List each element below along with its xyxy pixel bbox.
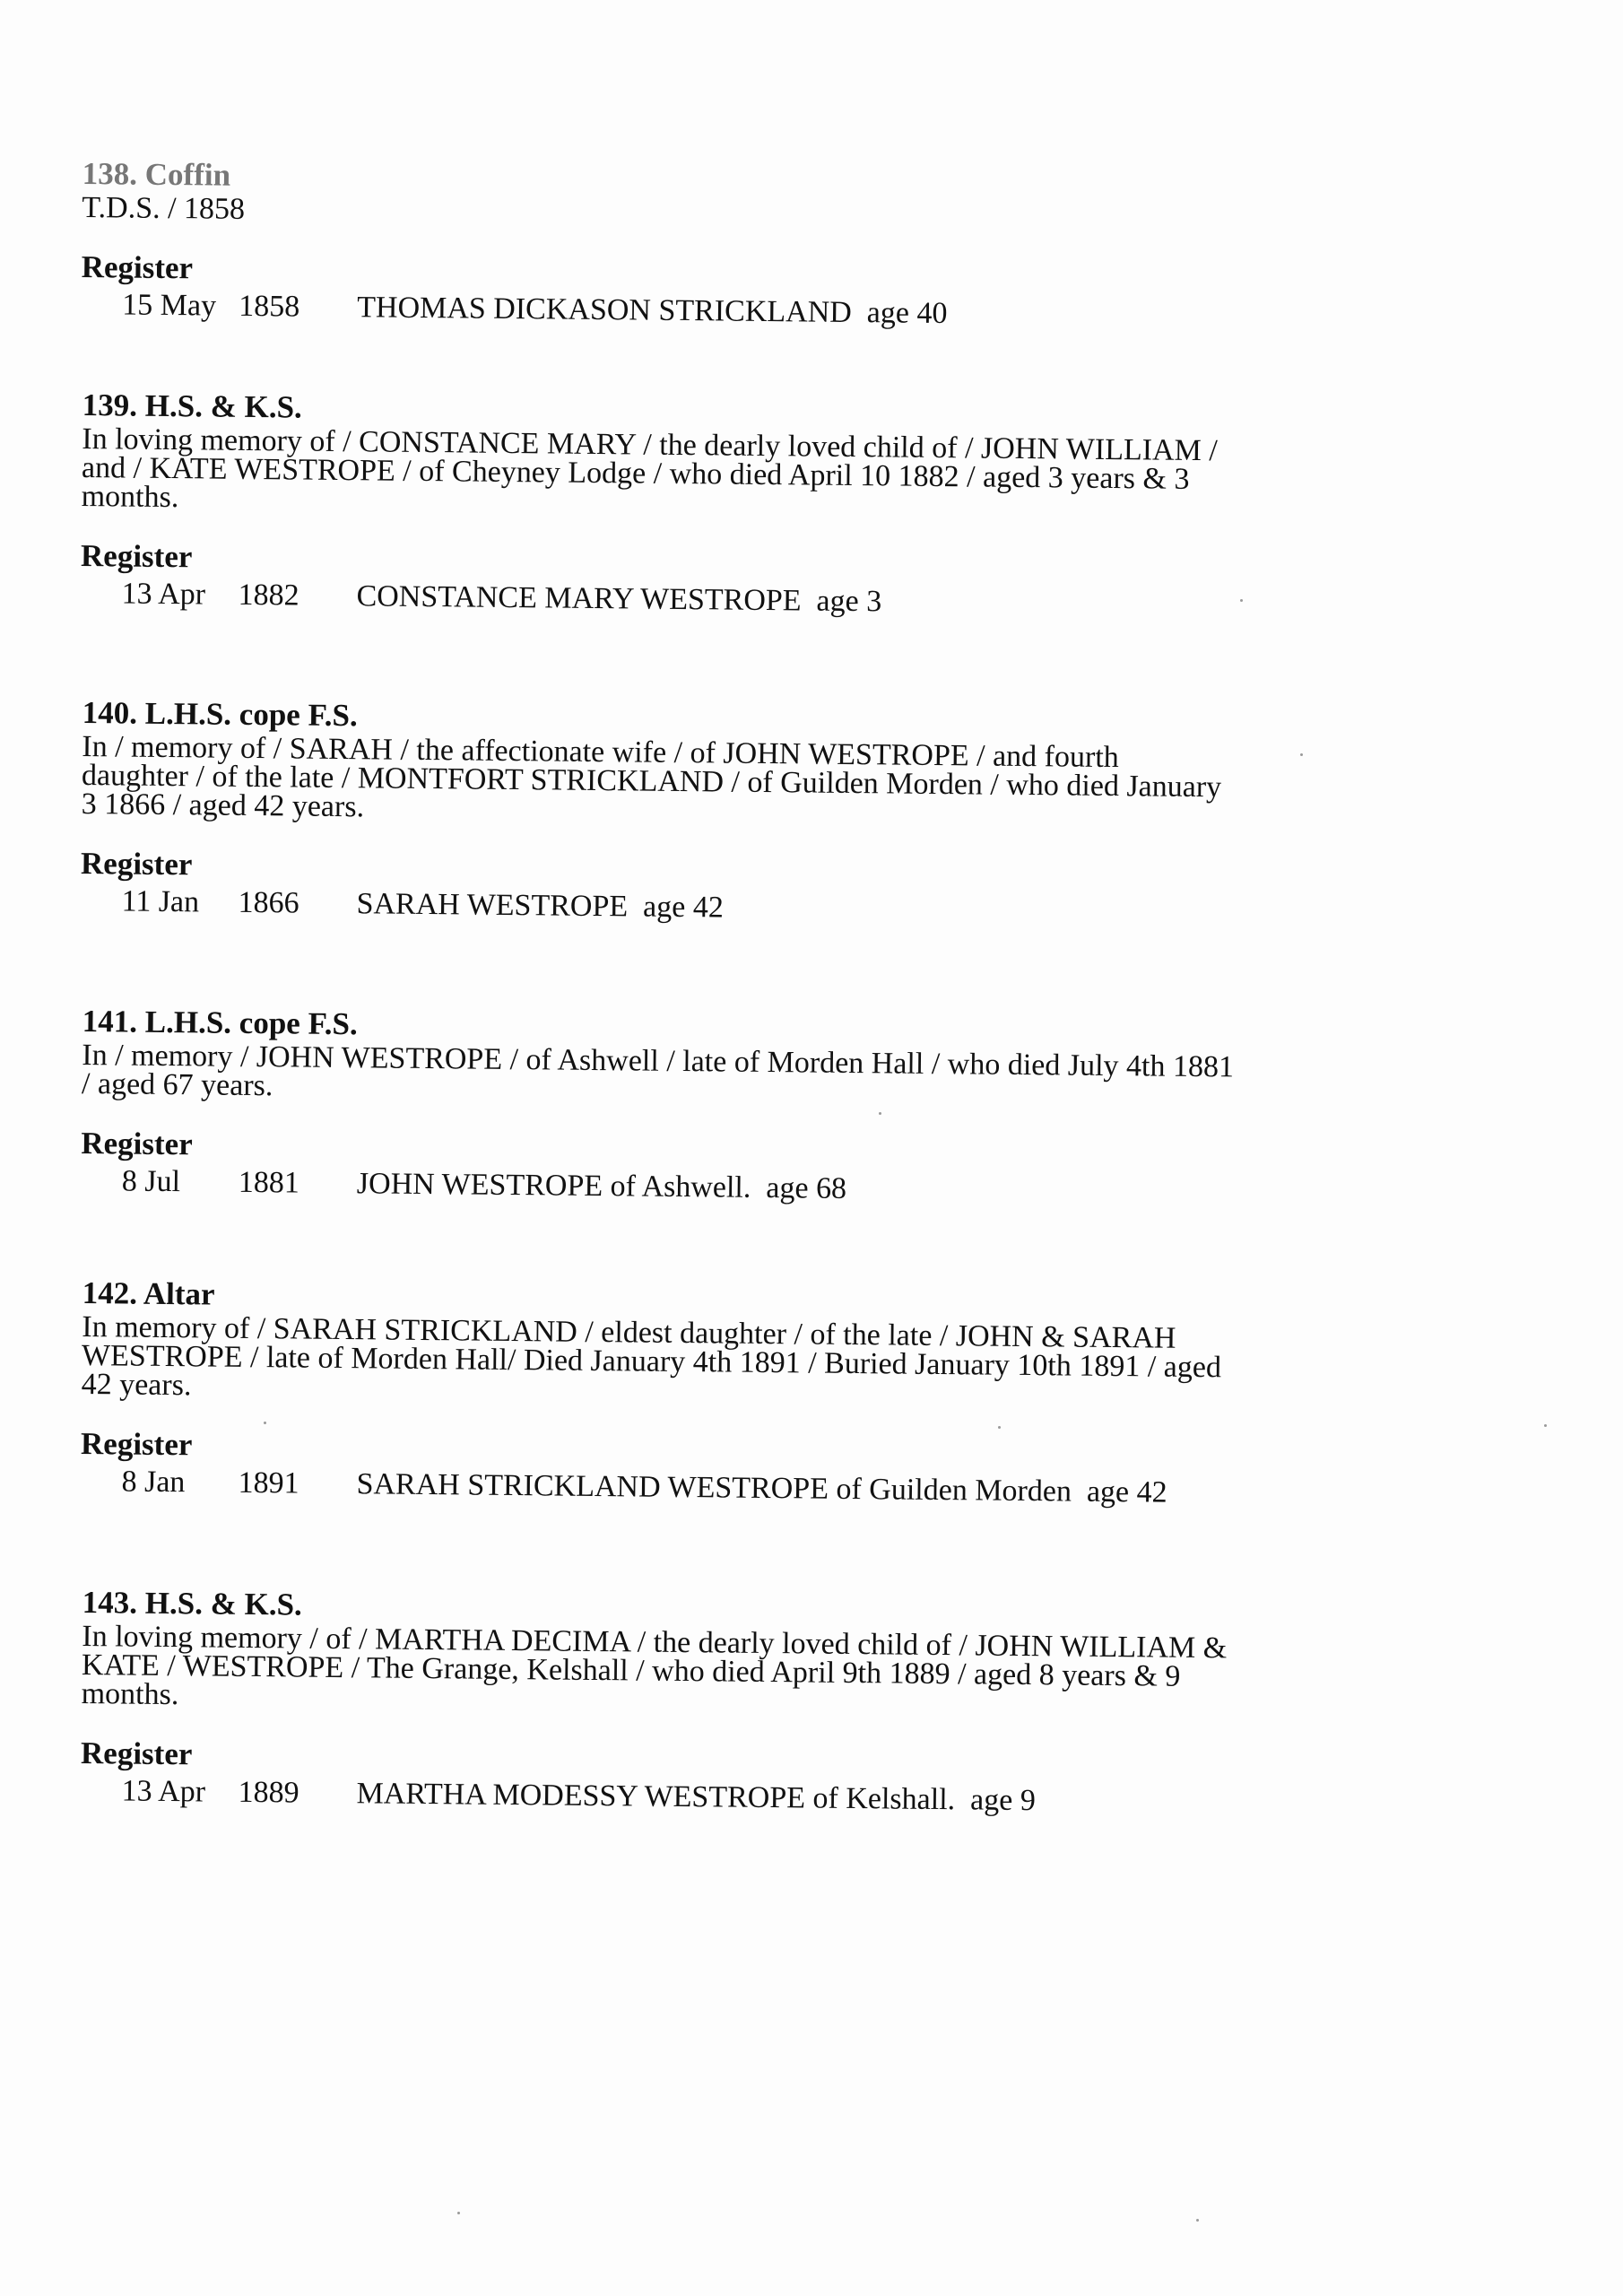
register-year: 1881	[238, 1165, 300, 1200]
scan-speck	[879, 1112, 881, 1115]
entry-heading: 139. H.S. & K.S.	[82, 387, 303, 425]
register-name-text: SARAH WESTROPE	[356, 887, 629, 924]
entry-138	[81, 154, 1320, 337]
register-date: 13 Apr	[121, 577, 206, 612]
scan-speck	[1196, 2219, 1199, 2222]
register-name	[356, 577, 881, 622]
entry-heading: 138. Coffin	[82, 155, 231, 193]
register-name	[356, 1774, 1036, 1821]
register-date: 11 Jan	[121, 884, 200, 919]
scan-speck	[1240, 599, 1243, 602]
register-label: Register	[81, 248, 194, 286]
entry-140	[80, 693, 1320, 934]
register-name-text: SARAH STRICKLAND WESTROPE of Guilden Morden	[356, 1467, 1072, 1509]
register-age: age 40	[866, 296, 948, 331]
register-name	[356, 1465, 1167, 1512]
entry-heading: 141. L.H.S. cope F.S.	[82, 1003, 358, 1042]
register-name	[357, 1164, 847, 1209]
entry-inscription: In / memory / JOHN WESTROPE / of Ashwell / late of Morden Hall / who died July 4th 1881 / aged 67 years.	[81, 1038, 1235, 1103]
entry-inscription: In / memory of / SARAH / the affectionate wife / of JOHN WESTROPE / and fourth daughter / of the late / MONTFORT STRICKLAND / of Guilden Morden / who died January 3 1866 / aged 42 years.	[81, 729, 1222, 824]
register-year: 1866	[238, 885, 299, 920]
scan-speck	[457, 2212, 460, 2214]
register-year: 1889	[238, 1775, 299, 1810]
register-name-text: THOMAS DICKASON STRICKLAND	[357, 291, 852, 329]
entry-heading: 142. Altar	[82, 1274, 215, 1312]
entry-heading: 140. L.H.S. cope F.S.	[82, 694, 358, 734]
register-date: 8 Jul	[121, 1164, 181, 1199]
register-year: 1891	[238, 1465, 299, 1500]
entry-inscription: T.D.S. / 1858	[82, 190, 246, 226]
scan-speck	[1544, 1424, 1547, 1427]
scan-speck	[264, 1422, 266, 1424]
entry-139	[80, 386, 1320, 626]
entry-142	[80, 1274, 1320, 1514]
entry-inscription: In memory of / SARAH STRICKLAND / eldest daughter / of the late / JOHN & SARAH WESTROPE / late of Morden Hall/ Died January 4th 1891 / Buried January 10th 1891 / aged 42 years.	[81, 1309, 1222, 1403]
register-label: Register	[80, 1425, 193, 1463]
register-label: Register	[80, 1735, 193, 1772]
register-name-text: MARTHA MODESSY WESTROPE of Kelshall.	[356, 1777, 956, 1817]
register-age: age 3	[816, 584, 882, 619]
register-label: Register	[81, 1125, 193, 1162]
register-date: 15 May	[122, 288, 217, 323]
register-age: age 42	[642, 890, 725, 925]
scan-speck	[1300, 753, 1303, 756]
register-date: 8 Jan	[121, 1465, 186, 1500]
entry-inscription: In loving memory of / CONSTANCE MARY / the dearly loved child of / JOHN WILLIAM / and / KATE WESTROPE / of Cheyney Lodge / who died April 10 1882 / aged 3 years & 3 months.	[81, 422, 1218, 515]
register-name-text: CONSTANCE MARY WESTROPE	[356, 579, 802, 618]
scan-speck	[998, 1426, 1001, 1429]
entry-143	[80, 1583, 1320, 1823]
register-label: Register	[80, 537, 193, 575]
register-name	[357, 288, 948, 334]
register-name-text: JOHN WESTROPE of Ashwell.	[356, 1167, 751, 1205]
register-age: age 68	[766, 1170, 847, 1205]
register-date: 13 Apr	[121, 1774, 206, 1809]
register-age: age 9	[969, 1783, 1037, 1818]
register-name	[356, 884, 724, 927]
register-year: 1858	[239, 289, 300, 324]
register-age: age 42	[1086, 1474, 1167, 1509]
entry-141	[81, 1002, 1320, 1213]
register-year: 1882	[238, 578, 299, 613]
entry-inscription: In loving memory / of / MARTHA DECIMA / the dearly loved child of / JOHN WILLIAM & KATE / WESTROPE / The Grange, Kelshall / who died April 9th 1889 / aged 8 years & 9 months.	[81, 1619, 1228, 1712]
entry-heading: 143. H.S. & K.S.	[82, 1584, 303, 1622]
register-label: Register	[80, 845, 193, 883]
